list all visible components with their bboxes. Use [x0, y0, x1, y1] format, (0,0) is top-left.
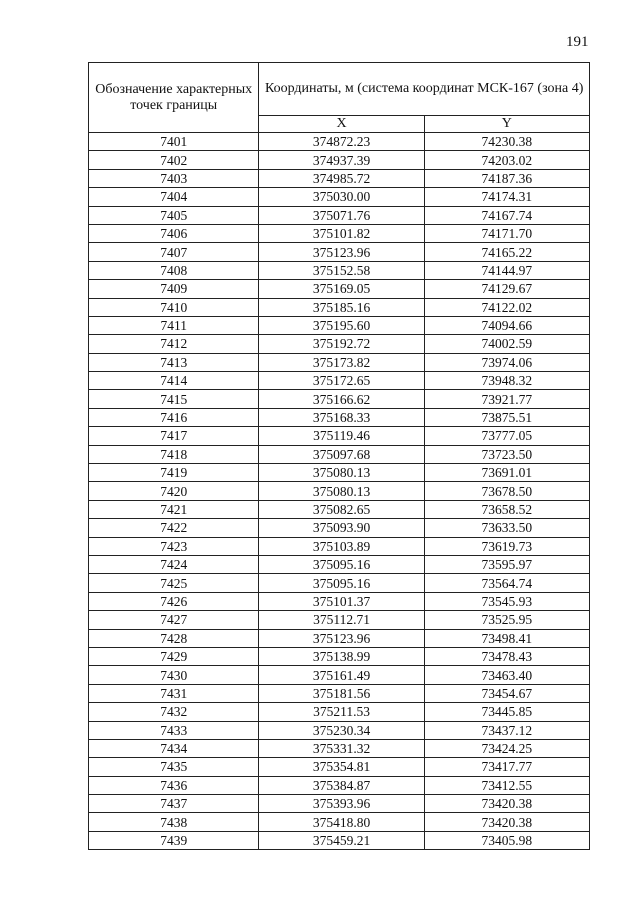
table-row [89, 482, 590, 500]
point-id-cell: 7428 [89, 629, 259, 647]
table-row [89, 555, 590, 573]
x-coordinate-cell: 375095.16 [259, 555, 424, 573]
table-row [89, 372, 590, 390]
point-id-cell: 7423 [89, 537, 259, 555]
y-coordinate-cell: 73424.25 [424, 739, 589, 757]
header-coordinates: Координаты, м (система координат МСК-167 (зона 4) [259, 63, 590, 116]
x-coordinate-cell: 375097.68 [259, 445, 424, 463]
table-row [89, 427, 590, 445]
x-coordinate-cell: 375166.62 [259, 390, 424, 408]
table-row [89, 574, 590, 592]
y-coordinate-cell: 73405.98 [424, 831, 589, 849]
x-coordinate-cell: 375071.76 [259, 206, 424, 224]
x-coordinate-cell: 375101.37 [259, 592, 424, 610]
x-coordinate-cell: 375211.53 [259, 703, 424, 721]
table-row [89, 169, 590, 187]
point-id-cell: 7438 [89, 813, 259, 831]
table-row [89, 592, 590, 610]
table-row [89, 353, 590, 371]
x-coordinate-cell: 375384.87 [259, 776, 424, 794]
point-id-cell: 7410 [89, 298, 259, 316]
point-id-cell: 7417 [89, 427, 259, 445]
y-coordinate-cell: 73454.67 [424, 684, 589, 702]
x-coordinate-cell: 375152.58 [259, 261, 424, 279]
y-coordinate-cell: 74122.02 [424, 298, 589, 316]
x-coordinate-cell: 375181.56 [259, 684, 424, 702]
table-row [89, 298, 590, 316]
table-row [89, 408, 590, 426]
x-coordinate-cell: 375168.33 [259, 408, 424, 426]
x-coordinate-cell: 375138.99 [259, 647, 424, 665]
y-coordinate-cell: 73463.40 [424, 666, 589, 684]
x-coordinate-cell: 375103.89 [259, 537, 424, 555]
x-coordinate-cell: 375185.16 [259, 298, 424, 316]
y-coordinate-cell: 73420.38 [424, 813, 589, 831]
point-id-cell: 7412 [89, 335, 259, 353]
x-coordinate-cell: 375393.96 [259, 795, 424, 813]
y-coordinate-cell: 73633.50 [424, 519, 589, 537]
x-coordinate-cell: 375230.34 [259, 721, 424, 739]
table-row [89, 224, 590, 242]
table-row [89, 464, 590, 482]
x-coordinate-cell: 375161.49 [259, 666, 424, 684]
table-row [89, 739, 590, 757]
point-id-cell: 7419 [89, 464, 259, 482]
table-row [89, 629, 590, 647]
point-id-cell: 7407 [89, 243, 259, 261]
point-id-cell: 7420 [89, 482, 259, 500]
table-row [89, 500, 590, 518]
table-row [89, 537, 590, 555]
point-id-cell: 7426 [89, 592, 259, 610]
table-row [89, 390, 590, 408]
table-row [89, 776, 590, 794]
x-coordinate-cell: 375119.46 [259, 427, 424, 445]
x-coordinate-cell: 375030.00 [259, 188, 424, 206]
table-row [89, 611, 590, 629]
point-id-cell: 7414 [89, 372, 259, 390]
table-body [89, 133, 590, 850]
point-id-cell: 7437 [89, 795, 259, 813]
point-id-cell: 7402 [89, 151, 259, 169]
page-number: 191 [566, 34, 589, 50]
x-coordinate-cell: 375080.13 [259, 464, 424, 482]
point-id-cell: 7427 [89, 611, 259, 629]
y-coordinate-cell: 73658.52 [424, 500, 589, 518]
header-x: X [259, 116, 424, 133]
table-row [89, 335, 590, 353]
point-id-cell: 7433 [89, 721, 259, 739]
y-coordinate-cell: 73564.74 [424, 574, 589, 592]
point-id-cell: 7401 [89, 133, 259, 151]
y-coordinate-cell: 74171.70 [424, 224, 589, 242]
y-coordinate-cell: 73498.41 [424, 629, 589, 647]
table-row [89, 813, 590, 831]
y-coordinate-cell: 74167.74 [424, 206, 589, 224]
point-id-cell: 7430 [89, 666, 259, 684]
y-coordinate-cell: 73412.55 [424, 776, 589, 794]
x-coordinate-cell: 374872.23 [259, 133, 424, 151]
y-coordinate-cell: 73723.50 [424, 445, 589, 463]
y-coordinate-cell: 73974.06 [424, 353, 589, 371]
x-coordinate-cell: 375459.21 [259, 831, 424, 849]
x-coordinate-cell: 375082.65 [259, 500, 424, 518]
table-row [89, 758, 590, 776]
x-coordinate-cell: 375080.13 [259, 482, 424, 500]
x-coordinate-cell: 375195.60 [259, 316, 424, 334]
x-coordinate-cell: 375112.71 [259, 611, 424, 629]
y-coordinate-cell: 73921.77 [424, 390, 589, 408]
x-coordinate-cell: 375418.80 [259, 813, 424, 831]
point-id-cell: 7418 [89, 445, 259, 463]
y-coordinate-cell: 74094.66 [424, 316, 589, 334]
table-row [89, 795, 590, 813]
point-id-cell: 7411 [89, 316, 259, 334]
y-coordinate-cell: 73420.38 [424, 795, 589, 813]
table-row [89, 519, 590, 537]
point-id-cell: 7403 [89, 169, 259, 187]
y-coordinate-cell: 74129.67 [424, 280, 589, 298]
table-row [89, 151, 590, 169]
point-id-cell: 7409 [89, 280, 259, 298]
table-row [89, 243, 590, 261]
y-coordinate-cell: 73417.77 [424, 758, 589, 776]
y-coordinate-cell: 73948.32 [424, 372, 589, 390]
x-coordinate-cell: 375123.96 [259, 629, 424, 647]
point-id-cell: 7404 [89, 188, 259, 206]
y-coordinate-cell: 73678.50 [424, 482, 589, 500]
point-id-cell: 7408 [89, 261, 259, 279]
table-row [89, 188, 590, 206]
point-id-cell: 7416 [89, 408, 259, 426]
point-id-cell: 7435 [89, 758, 259, 776]
x-coordinate-cell: 375354.81 [259, 758, 424, 776]
point-id-cell: 7424 [89, 555, 259, 573]
y-coordinate-cell: 74165.22 [424, 243, 589, 261]
point-id-cell: 7406 [89, 224, 259, 242]
y-coordinate-cell: 73691.01 [424, 464, 589, 482]
x-coordinate-cell: 374985.72 [259, 169, 424, 187]
point-id-cell: 7415 [89, 390, 259, 408]
x-coordinate-cell: 374937.39 [259, 151, 424, 169]
header-point-label: Обозначение характерных точек границы [89, 63, 259, 133]
point-id-cell: 7413 [89, 353, 259, 371]
coordinates-table [88, 62, 590, 850]
point-id-cell: 7431 [89, 684, 259, 702]
point-id-cell: 7429 [89, 647, 259, 665]
point-id-cell: 7439 [89, 831, 259, 849]
y-coordinate-cell: 73595.97 [424, 555, 589, 573]
table-row [89, 133, 590, 151]
table-row [89, 703, 590, 721]
x-coordinate-cell: 375093.90 [259, 519, 424, 537]
table-row [89, 666, 590, 684]
table-row [89, 721, 590, 739]
point-id-cell: 7425 [89, 574, 259, 592]
table-row [89, 280, 590, 298]
x-coordinate-cell: 375172.65 [259, 372, 424, 390]
y-coordinate-cell: 74144.97 [424, 261, 589, 279]
point-id-cell: 7434 [89, 739, 259, 757]
y-coordinate-cell: 73525.95 [424, 611, 589, 629]
table-row [89, 831, 590, 849]
y-coordinate-cell: 74203.02 [424, 151, 589, 169]
y-coordinate-cell: 73545.93 [424, 592, 589, 610]
point-id-cell: 7432 [89, 703, 259, 721]
table-row [89, 206, 590, 224]
y-coordinate-cell: 74230.38 [424, 133, 589, 151]
point-id-cell: 7405 [89, 206, 259, 224]
table-row [89, 684, 590, 702]
table-row [89, 445, 590, 463]
x-coordinate-cell: 375123.96 [259, 243, 424, 261]
x-coordinate-cell: 375101.82 [259, 224, 424, 242]
y-coordinate-cell: 74187.36 [424, 169, 589, 187]
y-coordinate-cell: 73437.12 [424, 721, 589, 739]
x-coordinate-cell: 375331.32 [259, 739, 424, 757]
table-row [89, 316, 590, 334]
x-coordinate-cell: 375192.72 [259, 335, 424, 353]
x-coordinate-cell: 375169.05 [259, 280, 424, 298]
point-id-cell: 7422 [89, 519, 259, 537]
y-coordinate-cell: 74002.59 [424, 335, 589, 353]
x-coordinate-cell: 375095.16 [259, 574, 424, 592]
y-coordinate-cell: 73478.43 [424, 647, 589, 665]
x-coordinate-cell: 375173.82 [259, 353, 424, 371]
y-coordinate-cell: 73875.51 [424, 408, 589, 426]
point-id-cell: 7436 [89, 776, 259, 794]
header-y: Y [424, 116, 589, 133]
y-coordinate-cell: 73619.73 [424, 537, 589, 555]
table-row [89, 647, 590, 665]
y-coordinate-cell: 73777.05 [424, 427, 589, 445]
table-row [89, 261, 590, 279]
y-coordinate-cell: 74174.31 [424, 188, 589, 206]
point-id-cell: 7421 [89, 500, 259, 518]
y-coordinate-cell: 73445.85 [424, 703, 589, 721]
